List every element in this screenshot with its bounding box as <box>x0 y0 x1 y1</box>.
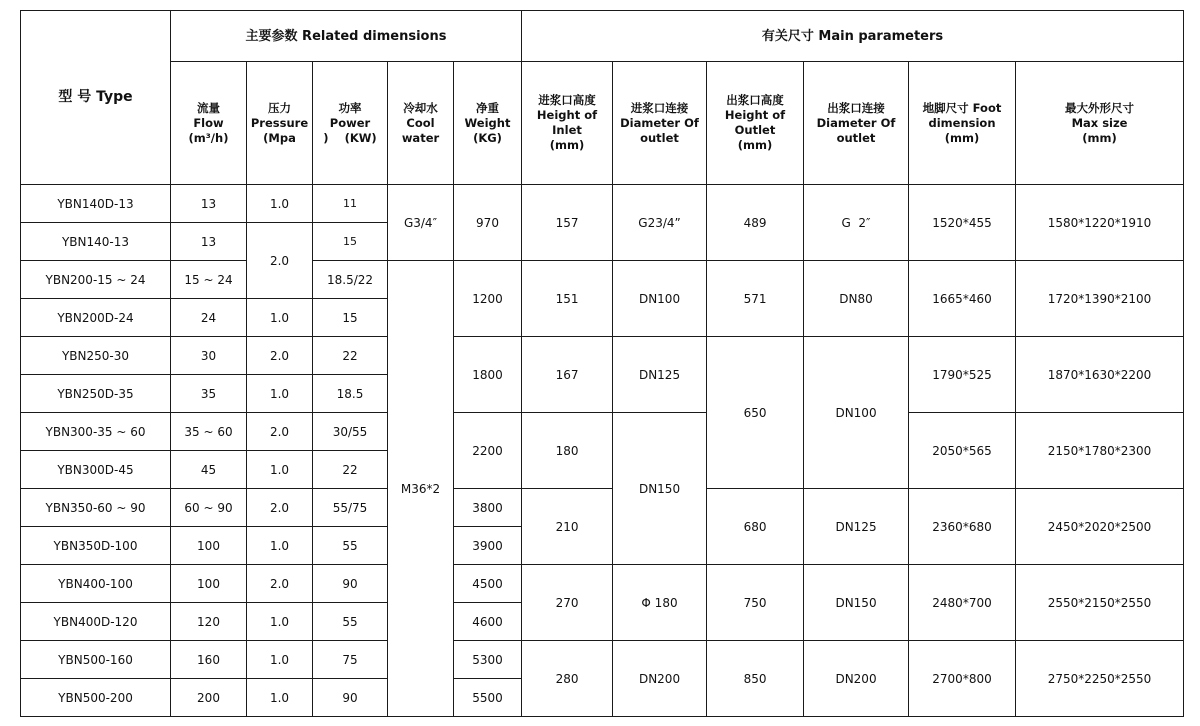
inlet-diameter-cell: DN200 <box>613 641 707 717</box>
power-cell: 55 <box>313 603 388 641</box>
weight-cell: 5300 <box>454 641 522 679</box>
outlet-diameter-cell: DN80 <box>804 261 909 337</box>
foot-dimension-cell: 2050*565 <box>909 413 1016 489</box>
outlet-height-cell: 750 <box>707 565 804 641</box>
flow-cell: 200 <box>171 679 247 717</box>
power-cell: 55 <box>313 527 388 565</box>
outlet-diameter-cell: DN125 <box>804 489 909 565</box>
flow-cell: 13 <box>171 223 247 261</box>
flow-cell: 24 <box>171 299 247 337</box>
column-header-power: 功率 Power ) (KW) <box>313 62 388 185</box>
flow-cell: 120 <box>171 603 247 641</box>
model-cell: YBN400D-120 <box>21 603 171 641</box>
flow-cell: 30 <box>171 337 247 375</box>
main-parameters-header: 有关尺寸 Main parameters <box>522 11 1184 62</box>
pressure-cell: 2.0 <box>247 565 313 603</box>
model-cell: YBN500-200 <box>21 679 171 717</box>
foot-dimension-cell: 1790*525 <box>909 337 1016 413</box>
weight-cell: 1800 <box>454 337 522 413</box>
inlet-height-cell: 167 <box>522 337 613 413</box>
weight-cell: 5500 <box>454 679 522 717</box>
inlet-diameter-cell: DN150 <box>613 413 707 565</box>
max-size-cell: 1720*1390*2100 <box>1016 261 1184 337</box>
flow-cell: 100 <box>171 565 247 603</box>
power-cell: 18.5/22 <box>313 261 388 299</box>
model-header: 型 号 Type <box>21 11 171 185</box>
model-cell: YBN140-13 <box>21 223 171 261</box>
column-header-outlet-height: 出浆口高度 Height of Outlet (mm) <box>707 62 804 185</box>
max-size-cell: 2450*2020*2500 <box>1016 489 1184 565</box>
foot-dimension-cell: 2360*680 <box>909 489 1016 565</box>
model-cell: YBN400-100 <box>21 565 171 603</box>
outlet-height-cell: 850 <box>707 641 804 717</box>
column-header-weight: 净重 Weight (KG) <box>454 62 522 185</box>
max-size-cell: 1870*1630*2200 <box>1016 337 1184 413</box>
model-cell: YBN350-60 ~ 90 <box>21 489 171 527</box>
table-row <box>21 261 1184 299</box>
table-row <box>21 337 1184 375</box>
cool-water-cell: M36*2 <box>388 261 454 717</box>
pressure-cell: 2.0 <box>247 223 313 299</box>
weight-cell: 970 <box>454 185 522 261</box>
weight-cell: 4500 <box>454 565 522 603</box>
inlet-height-cell: 151 <box>522 261 613 337</box>
max-size-cell: 2750*2250*2550 <box>1016 641 1184 717</box>
pressure-cell: 1.0 <box>247 185 313 223</box>
spec-table <box>20 10 1184 717</box>
column-header-inlet-height: 进浆口高度 Height of Inlet (mm) <box>522 62 613 185</box>
pressure-cell: 1.0 <box>247 299 313 337</box>
outlet-height-cell: 680 <box>707 489 804 565</box>
table-row <box>21 413 1184 451</box>
power-cell: 75 <box>313 641 388 679</box>
flow-cell: 35 <box>171 375 247 413</box>
model-cell: YBN200-15 ~ 24 <box>21 261 171 299</box>
header-row-1 <box>21 11 1184 62</box>
flow-cell: 60 ~ 90 <box>171 489 247 527</box>
outlet-diameter-cell: DN150 <box>804 565 909 641</box>
model-cell: YBN250-30 <box>21 337 171 375</box>
table-row <box>21 489 1184 527</box>
outlet-height-cell: 571 <box>707 261 804 337</box>
foot-dimension-cell: 2480*700 <box>909 565 1016 641</box>
table-row <box>21 641 1184 679</box>
power-cell: 18.5 <box>313 375 388 413</box>
column-header-inlet-diameter: 进浆口连接 Diameter Of outlet <box>613 62 707 185</box>
column-header-cool-water: 冷却水 Cool water <box>388 62 454 185</box>
power-cell: 15 <box>313 223 388 261</box>
weight-cell: 2200 <box>454 413 522 489</box>
power-cell: 22 <box>313 337 388 375</box>
foot-dimension-cell: 2700*800 <box>909 641 1016 717</box>
foot-dimension-cell: 1665*460 <box>909 261 1016 337</box>
inlet-height-cell: 270 <box>522 565 613 641</box>
power-cell: 55/75 <box>313 489 388 527</box>
flow-cell: 15 ~ 24 <box>171 261 247 299</box>
model-cell: YBN250D-35 <box>21 375 171 413</box>
power-cell: 90 <box>313 565 388 603</box>
model-cell: YBN500-160 <box>21 641 171 679</box>
outlet-height-cell: 650 <box>707 337 804 489</box>
power-cell: 90 <box>313 679 388 717</box>
model-cell: YBN200D-24 <box>21 299 171 337</box>
pressure-cell: 1.0 <box>247 679 313 717</box>
pressure-cell: 2.0 <box>247 489 313 527</box>
flow-cell: 35 ~ 60 <box>171 413 247 451</box>
model-cell: YBN300D-45 <box>21 451 171 489</box>
outlet-height-cell: 489 <box>707 185 804 261</box>
inlet-diameter-cell: DN100 <box>613 261 707 337</box>
table-row <box>21 185 1184 223</box>
outlet-diameter-cell: DN200 <box>804 641 909 717</box>
pressure-cell: 1.0 <box>247 451 313 489</box>
weight-cell: 3800 <box>454 489 522 527</box>
power-cell: 22 <box>313 451 388 489</box>
related-dimensions-header: 主要参数 Related dimensions <box>171 11 522 62</box>
column-header-max-size: 最大外形尺寸 Max size (mm) <box>1016 62 1184 185</box>
pressure-cell: 1.0 <box>247 527 313 565</box>
power-cell: 11 <box>313 185 388 223</box>
pressure-cell: 2.0 <box>247 337 313 375</box>
outlet-diameter-cell: DN100 <box>804 337 909 489</box>
inlet-height-cell: 180 <box>522 413 613 489</box>
max-size-cell: 2550*2150*2550 <box>1016 565 1184 641</box>
column-header-outlet-diameter: 出浆口连接 Diameter Of outlet <box>804 62 909 185</box>
pressure-cell: 1.0 <box>247 641 313 679</box>
column-header-flow: 流量 Flow (m³/h) <box>171 62 247 185</box>
inlet-diameter-cell: G23/4” <box>613 185 707 261</box>
flow-cell: 160 <box>171 641 247 679</box>
outlet-diameter-cell: G 2″ <box>804 185 909 261</box>
column-header-pressure: 压力 Pressure (Mpa <box>247 62 313 185</box>
max-size-cell: 2150*1780*2300 <box>1016 413 1184 489</box>
pressure-cell: 1.0 <box>247 603 313 641</box>
pressure-cell: 1.0 <box>247 375 313 413</box>
inlet-diameter-cell: Φ 180 <box>613 565 707 641</box>
column-header-foot-dimension: 地脚尺寸 Foot dimension (mm) <box>909 62 1016 185</box>
flow-cell: 45 <box>171 451 247 489</box>
table-row <box>21 565 1184 603</box>
flow-cell: 100 <box>171 527 247 565</box>
max-size-cell: 1580*1220*1910 <box>1016 185 1184 261</box>
inlet-height-cell: 210 <box>522 489 613 565</box>
model-cell: YBN140D-13 <box>21 185 171 223</box>
inlet-height-cell: 157 <box>522 185 613 261</box>
weight-cell: 3900 <box>454 527 522 565</box>
model-cell: YBN300-35 ~ 60 <box>21 413 171 451</box>
power-cell: 15 <box>313 299 388 337</box>
weight-cell: 1200 <box>454 261 522 337</box>
pressure-cell: 2.0 <box>247 413 313 451</box>
inlet-diameter-cell: DN125 <box>613 337 707 413</box>
foot-dimension-cell: 1520*455 <box>909 185 1016 261</box>
header-row-2 <box>21 62 1184 185</box>
model-cell: YBN350D-100 <box>21 527 171 565</box>
power-cell: 30/55 <box>313 413 388 451</box>
inlet-height-cell: 280 <box>522 641 613 717</box>
weight-cell: 4600 <box>454 603 522 641</box>
flow-cell: 13 <box>171 185 247 223</box>
cool-water-cell: G3/4″ <box>388 185 454 261</box>
